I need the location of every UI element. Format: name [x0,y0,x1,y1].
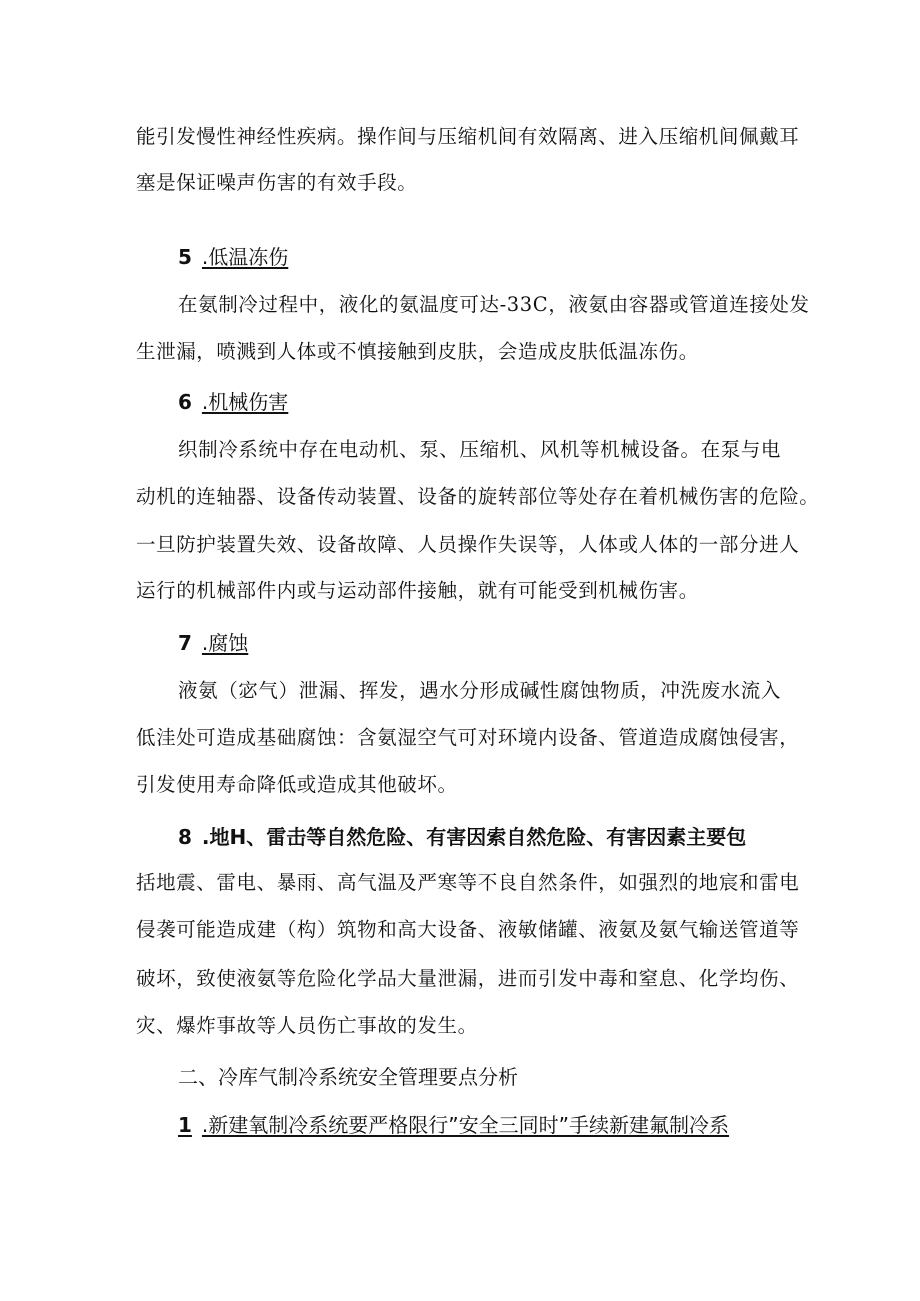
section-title: 二、冷库气制冷系统安全管理要点分析 [178,1065,518,1089]
paragraph-line: 在氨制冷过程中，液化的氨温度可达-33C，液氨由容器或管道连接处发 [178,293,810,316]
paragraph-line: 能引发慢性神经性疾病。操作间与压缩机间有效隔离、进入压缩机间佩戴耳 [136,125,800,148]
heading-title: .地H、雷击等自然危险、有害因索自然危险、有害因素主要包 [201,825,747,849]
paragraph-line: 液氨（宓气）泄漏、挥发，遇水分形成碱性腐蚀物质，冲洗废水流入 [178,679,782,702]
heading-number: 8 [178,825,192,849]
paragraph-line: 生泄漏，喷溅到人体或不慎接触到皮肤，会造成皮肤低温冻伤。 [136,340,699,363]
paragraph-line: 一旦防护装置失效、设备故障、人员操作失误等，人体或人体的一部分进人 [136,533,800,556]
paragraph-line: 塞是保证噪声伤害的有效手段。 [136,171,418,194]
heading-title: .腐蚀 [201,631,249,655]
section-heading [178,1063,518,1091]
heading-number: 1 [178,1113,192,1137]
heading-title: .新建氧制冷系统要严格限行”安全三同时”手续新建氟制冷系 [201,1113,730,1137]
heading-8 [178,823,746,851]
heading-number: 7 [178,631,192,655]
paragraph-line: 运行的机械部件内或与运动部件接触，就有可能受到机械伤害。 [136,579,699,602]
paragraph-line: 低洼处可造成基础腐蚀：含氨湿空气可对环境内设备、管道造成腐蚀侵害， [136,726,800,749]
heading-7 [178,629,248,657]
paragraph-line: 织制冷系统中存在电动机、泵、压缩机、风机等机械设备。在泵与电 [178,438,782,461]
paragraph-line: 灾、爆炸事故等人员伤亡事故的发生。 [136,1014,478,1037]
heading-6 [178,388,288,416]
heading-5 [178,243,288,271]
paragraph-line: 引发使用寿命降低或造成其他破坏。 [136,773,458,796]
heading-title: .机械伤害 [201,390,289,414]
heading-1 [178,1111,729,1139]
paragraph-line: 括地震、雷电、暴雨、高气温及严寒等不良自然条件，如强烈的地宸和雷电 [136,871,800,894]
paragraph-line: 侵袭可能造成建（构）筑物和高大设备、液敏储罐、液氨及氨气输送管道等 [136,918,800,941]
paragraph-line: 动机的连轴器、设备传动装置、设备的旋转部位等处存在着机械伤害的危险。 [136,485,820,508]
paragraph-line: 破坏，致使液氨等危险化学品大量泄漏，进而引发中毒和窒息、化学均伤、 [136,967,800,990]
heading-title: .低温冻伤 [201,245,289,269]
heading-number: 5 [178,245,192,269]
heading-number: 6 [178,390,192,414]
